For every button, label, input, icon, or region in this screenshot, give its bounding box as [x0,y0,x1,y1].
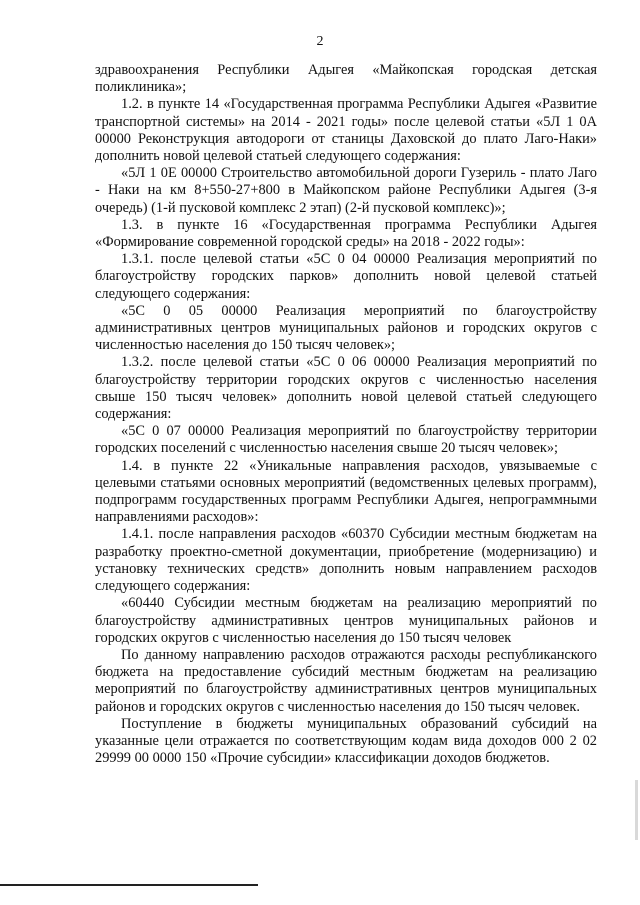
paragraph: По данному направлению расходов отражаются расходы республиканского бюджета на предоставление субсидий местным бюджетам на реализацию мероприятий по благоустройству административных центров муниципальных районов и городских округов с численностью населения до 150 тысяч человек. [95,646,597,715]
scan-edge-mark [635,780,638,840]
paragraph: «60440 Субсидии местным бюджетам на реализацию мероприятий по благоустройству административных центров муниципальных районов и городских округов с численностью населения до 150 тысяч человек [95,595,597,646]
paragraph: 1.3.1. после целевой статьи «5С 0 04 00000 Реализация мероприятий по благоустройству городских парков» дополнить новой целевой статьей следующего содержания: [95,251,597,302]
paragraph: «5С 0 05 00000 Реализация мероприятий по благоустройству административных центров муниципальных районов и городских округов с численностью населения до 150 тысяч человек»; [95,302,597,354]
paragraph: 1.3.2. после целевой статьи «5С 0 06 00000 Реализация мероприятий по благоустройству территории городских округов с численностью населения свыше 150 тысяч человек» дополнить новой целевой статьей следующего содержания: [95,354,597,423]
paragraph: 1.3. в пункте 16 «Государственная программа Республики Адыгея «Формирование современной городской среды» на 2018 - 2022 годы»: [95,216,597,251]
paragraph: здравоохранения Республики Адыгея «Майкопская городская детская поликлиника»; [95,62,597,96]
paragraph: 1.2. в пункте 14 «Государственная программа Республики Адыгея «Развитие транспортной системы» на 2014 - 2021 годы» после целевой статьи «5Л 1 0А 00000 Реконструкция автодороги от станицы Даховской до плато Лаго-Наки» дополнить новой целевой статьей следующего содержания: [95,96,597,165]
paragraph: «5Л 1 0Е 00000 Строительство автомобильной дороги Гузериль - плато Лаго - Наки на км 8+550-27+800 в Майкопском районе Республики Адыгея (3-я очередь) (1-й пусковой комплекс 2 этап) (2-й пусковой комплекс)»; [95,165,597,216]
document-body [95,62,597,767]
paragraph: «5С 0 07 00000 Реализация мероприятий по благоустройству территории городских поселений с численностью населения свыше 20 тысяч человек»; [95,423,597,457]
footer-rule [0,884,258,886]
paragraph: Поступление в бюджеты муниципальных образований субсидий на указанные цели отражается по соответствующим кодам вида доходов 000 2 02 29999 00 0000 150 «Прочие субсидии» классификации доходов бюджетов. [95,715,597,767]
paragraph: 1.4. в пункте 22 «Уникальные направления расходов, увязываемые с целевыми статьями основных мероприятий (ведомственных целевых программ), подпрограмм государственных программ Республики Адыгея, непрограммными направлениями расходов»: [95,457,597,526]
paragraph: 1.4.1. после направления расходов «60370 Субсидии местным бюджетам на разработку проектно-сметной документации, приобретение (модернизацию) и установку технических средств» дополнить новым направлением расходов следующего содержания: [95,526,597,595]
page-number: 2 [316,34,324,49]
